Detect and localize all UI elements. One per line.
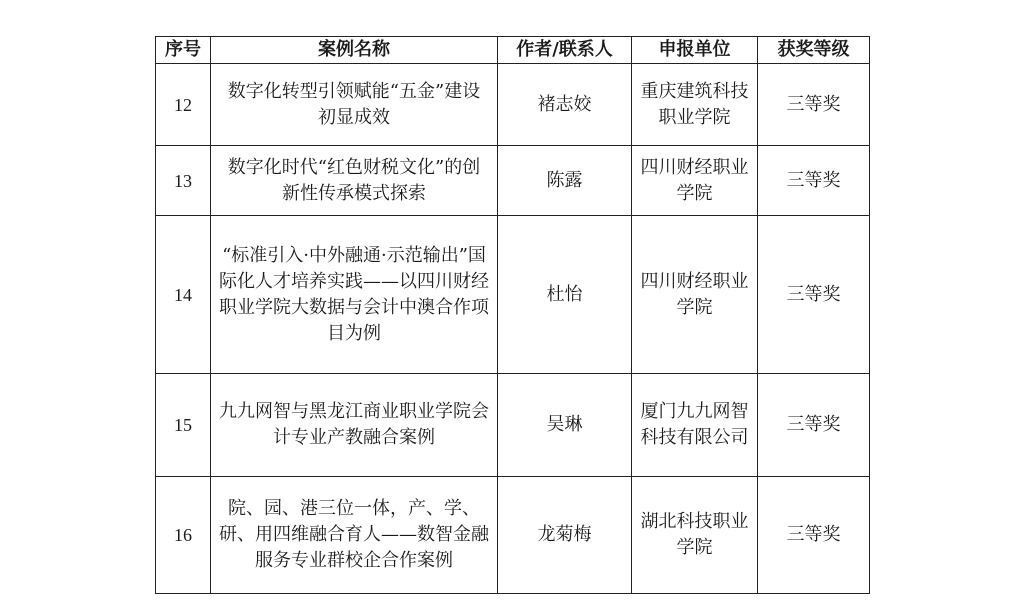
cell-unit: 厦门九九网智科技有限公司 xyxy=(632,374,758,477)
cell-case-name: “标准引入·中外融通·示范输出”国际化人才培养实践——以四川财经职业学院大数据与会计中澳合作项目为例 xyxy=(211,216,498,374)
cell-case-name: 数字化时代“红色财税文化”的创新性传承模式探索 xyxy=(211,146,498,216)
cell-serial: 15 xyxy=(156,374,211,477)
table-row xyxy=(156,64,870,146)
cell-award-level: 三等奖 xyxy=(758,477,870,594)
awards-table xyxy=(155,36,870,594)
cell-case-name: 院、园、港三位一体，产、学、研、用四维融合育人——数智金融服务专业群校企合作案例 xyxy=(211,477,498,594)
header-award-level: 获奖等级 xyxy=(758,37,870,64)
cell-author: 褚志姣 xyxy=(498,64,632,146)
cell-unit: 四川财经职业学院 xyxy=(632,216,758,374)
cell-award-level: 三等奖 xyxy=(758,216,870,374)
cell-author: 龙菊梅 xyxy=(498,477,632,594)
cell-award-level: 三等奖 xyxy=(758,374,870,477)
cell-case-name: 九九网智与黑龙江商业职业学院会计专业产教融合案例 xyxy=(211,374,498,477)
table-row xyxy=(156,146,870,216)
cell-author: 陈露 xyxy=(498,146,632,216)
cell-unit: 重庆建筑科技职业学院 xyxy=(632,64,758,146)
header-unit: 申报单位 xyxy=(632,37,758,64)
header-case-name: 案例名称 xyxy=(211,37,498,64)
header-serial: 序号 xyxy=(156,37,211,64)
table-row xyxy=(156,216,870,374)
cell-serial: 13 xyxy=(156,146,211,216)
cell-serial: 16 xyxy=(156,477,211,594)
cell-author: 杜怡 xyxy=(498,216,632,374)
header-author: 作者/联系人 xyxy=(498,37,632,64)
cell-serial: 12 xyxy=(156,64,211,146)
table-header-row xyxy=(156,37,870,64)
cell-unit: 四川财经职业学院 xyxy=(632,146,758,216)
cell-author: 吴琳 xyxy=(498,374,632,477)
cell-award-level: 三等奖 xyxy=(758,146,870,216)
table-row xyxy=(156,477,870,594)
cell-case-name: 数字化转型引领赋能“五金”建设初显成效 xyxy=(211,64,498,146)
table-row xyxy=(156,374,870,477)
cell-unit: 湖北科技职业学院 xyxy=(632,477,758,594)
cell-serial: 14 xyxy=(156,216,211,374)
cell-award-level: 三等奖 xyxy=(758,64,870,146)
